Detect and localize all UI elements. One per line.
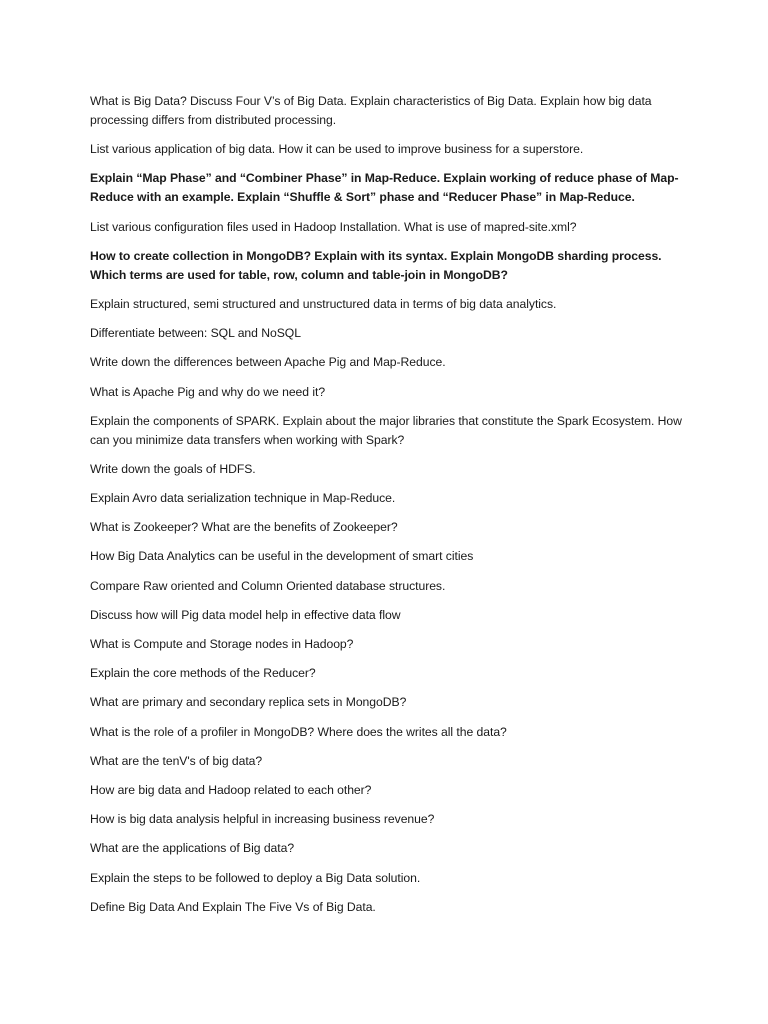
question-item: How are big data and Hadoop related to each other? [90, 782, 372, 797]
question-item: Define Big Data And Explain The Five Vs of Big Data. [90, 899, 376, 914]
document-page [90, 92, 690, 927]
question-item: What are the tenV's of big data? [90, 753, 263, 768]
question-item: List various configuration files used in Hadoop Installation. What is use of mapred-site.xml? [90, 219, 577, 234]
question-list [90, 92, 690, 917]
question-item: Write down the differences between Apache Pig and Map-Reduce. [90, 355, 446, 370]
question-item: What are the applications of Big data? [90, 841, 295, 856]
question-item: Explain “Map Phase” and “Combiner Phase” in Map-Reduce. Explain working of reduce phase of Map-Reduce with an example. Explain “Shuffle & Sort” phase and “Reducer Phase” in Map-Reduce. [90, 171, 679, 205]
question-item: Compare Raw oriented and Column Oriented database structures. [90, 578, 446, 593]
question-item: Explain the steps to be followed to deploy a Big Data solution. [90, 870, 421, 885]
question-item: What is Apache Pig and why do we need it? [90, 384, 326, 399]
question-item: How to create collection in MongoDB? Explain with its syntax. Explain MongoDB sharding process. Which terms are used for table, row, column and table-join in MongoDB? [90, 248, 662, 282]
question-item: What is Compute and Storage nodes in Hadoop? [90, 637, 354, 651]
question-item: List various application of big data. How it can be used to improve business for a superstore. [90, 142, 584, 157]
question-item: How is big data analysis helpful in increasing business revenue? [90, 812, 435, 827]
question-item: Write down the goals of HDFS. [90, 461, 256, 476]
question-item: Explain the core methods of the Reducer? [90, 666, 316, 681]
question-item: Differentiate between: SQL and NoSQL [90, 326, 301, 341]
question-item: What is the role of a profiler in MongoDB? Where does the writes all the data? [90, 724, 507, 739]
question-item: Discuss how will Pig data model help in effective data flow [90, 607, 401, 622]
question-item: Explain structured, semi structured and unstructured data in terms of big data analytics. [90, 296, 557, 311]
question-item: What is Big Data? Discuss Four V’s of Big Data. Explain characteristics of Big Data. Explain how big data processing differs from distributed processing. [90, 94, 652, 127]
question-item: How Big Data Analytics can be useful in the development of smart cities [90, 549, 474, 564]
question-item: Explain the components of SPARK. Explain about the major libraries that constitute the Spark Ecosystem. How can you minimize data transfers when working with Spark? [90, 413, 682, 447]
question-item: Explain Avro data serialization technique in Map-Reduce. [90, 491, 396, 506]
question-item: What are primary and secondary replica sets in MongoDB? [90, 695, 407, 710]
question-item: What is Zookeeper? What are the benefits of Zookeeper? [90, 520, 398, 535]
